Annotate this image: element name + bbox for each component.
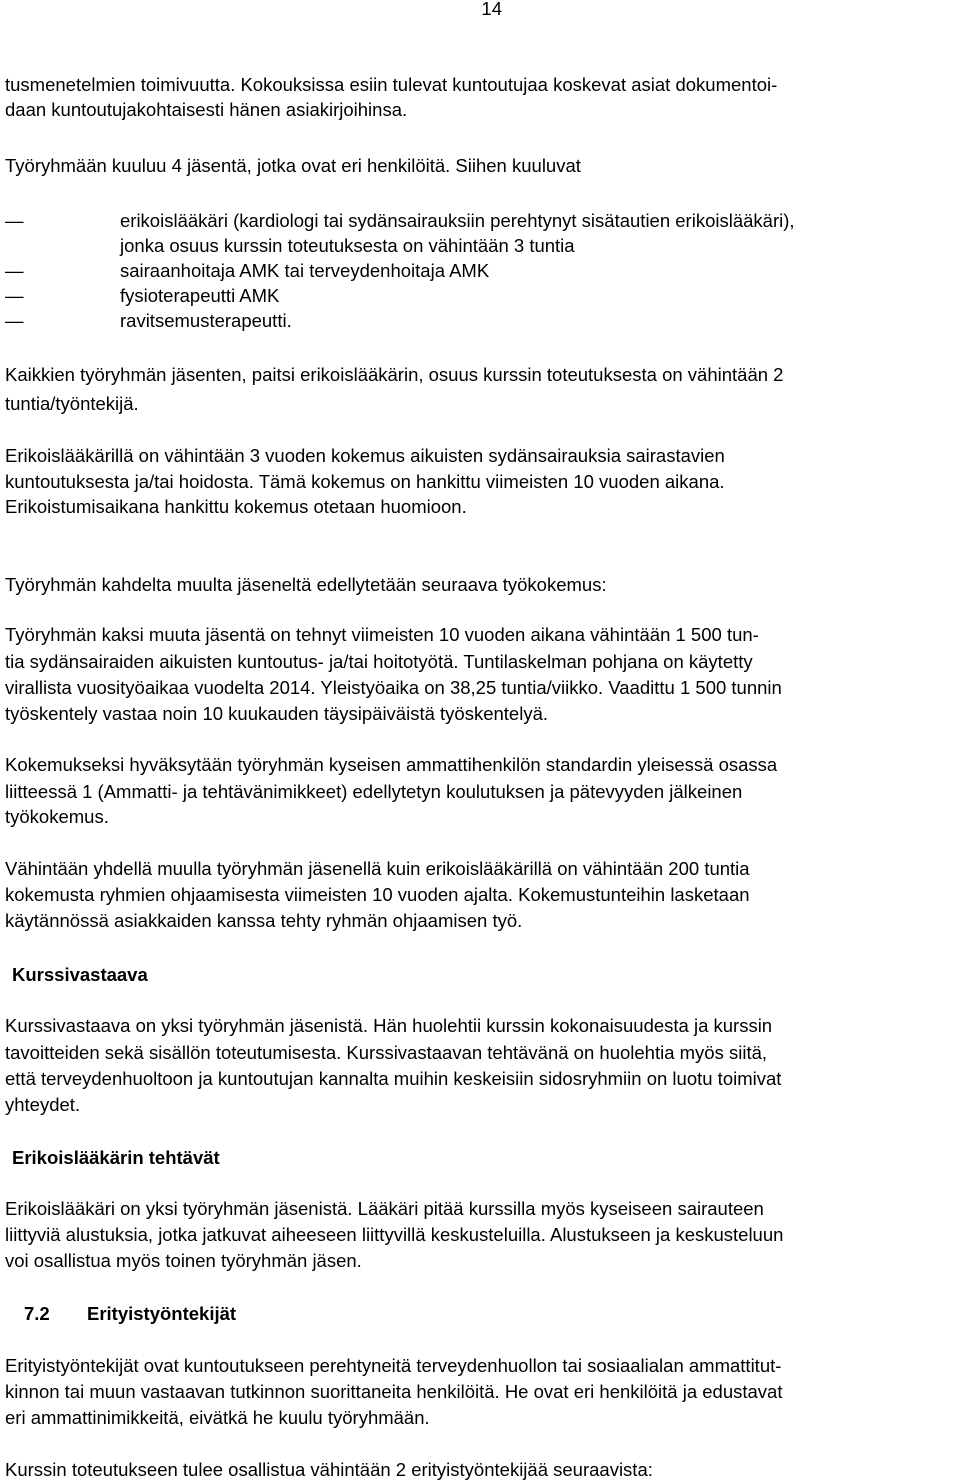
paragraph-line: työskentely vastaa noin 10 kuukauden täysipäiväistä työskentelyä. [5, 703, 548, 724]
list-item: fysioterapeutti AMK [120, 285, 280, 306]
paragraph-line: tavoitteiden sekä sisällön toteutumisesta. Kurssivastaavan tehtävänä on huolehtia myös siitä, [5, 1042, 768, 1063]
list-dash: — [5, 310, 24, 331]
list-dash: — [5, 260, 24, 281]
paragraph-line: Erikoislääkärillä on vähintään 3 vuoden kokemus aikuisten sydänsairauksia sairastavien [5, 445, 725, 466]
list-item: ravitsemusterapeutti. [120, 310, 292, 331]
paragraph-line: Erikoistumisaikana hankittu kokemus otetaan huomioon. [5, 496, 467, 517]
section-title: Erityistyöntekijät [87, 1303, 237, 1324]
paragraph-line: kuntoutuksesta ja/tai hoidosta. Tämä kokemus on hankittu viimeisten 10 vuoden aikana. [5, 471, 725, 492]
paragraph-line: Vähintään yhdellä muulla työryhmän jäsenellä kuin erikoislääkärillä on vähintään 200 tuntia [5, 858, 750, 879]
section-heading-kurssivastaava: Kurssivastaava [12, 964, 148, 985]
page-number: 14 [481, 0, 502, 19]
paragraph-line: virallista vuosityöaikaa vuodelta 2014. Yleistyöaika on 38,25 tuntia/viikko. Vaadittu 1 500 tunnin [5, 677, 782, 698]
paragraph-line: Kaikkien työryhmän jäsenten, paitsi erikoislääkärin, osuus kurssin toteutuksesta on vähintään 2 [5, 364, 784, 385]
list-dash: — [5, 285, 24, 306]
paragraph-line: työkokemus. [5, 806, 109, 827]
paragraph-line: eri ammattinimikkeitä, eivätkä he kuulu työryhmään. [5, 1407, 430, 1428]
paragraph-line: Erityistyöntekijät ovat kuntoutukseen perehtyneitä terveydenhuollon tai sosiaalialan ammattitut- [5, 1355, 782, 1376]
paragraph-line: Erikoislääkäri on yksi työryhmän jäsenistä. Lääkäri pitää kurssilla myös kyseiseen sairauteen [5, 1198, 764, 1219]
paragraph-line: Kurssin toteutukseen tulee osallistua vähintään 2 erityistyöntekijää seuraavista: [5, 1459, 653, 1480]
paragraph-line: liittyviä alustuksia, jotka jatkuvat aiheeseen liittyvillä keskusteluilla. Alustukseen ja keskusteluun [5, 1224, 784, 1245]
paragraph-line: yhteydet. [5, 1094, 81, 1115]
paragraph-line: Kokemukseksi hyväksytään työryhmän kyseisen ammattihenkilön standardin yleisessä osassa [5, 754, 778, 775]
list-item-continuation: jonka osuus kurssin toteutuksesta on vähintään 3 tuntia [120, 235, 575, 256]
list-dash: — [5, 210, 24, 231]
paragraph-line: liitteessä 1 (Ammatti- ja tehtävänimikkeet) edellytetyn koulutuksen ja pätevyyden jälkeinen [5, 781, 743, 802]
list-item: erikoislääkäri (kardiologi tai sydänsairauksiin perehtynyt sisätautien erikoislääkäri), [120, 210, 795, 231]
paragraph-line: Työryhmän kaksi muuta jäsentä on tehnyt viimeisten 10 vuoden aikana vähintään 1 500 tun- [5, 624, 759, 645]
paragraph-line: Työryhmän kahdelta muulta jäseneltä edellytetään seuraava työkokemus: [5, 574, 607, 595]
section-number: 7.2 [24, 1303, 50, 1324]
paragraph-line: tia sydänsairaiden aikuisten kuntoutus- ja/tai hoitotyötä. Tuntilaskelman pohjana on käytetty [5, 651, 753, 672]
paragraph-line: tusmenetelmien toimivuutta. Kokouksissa esiin tulevat kuntoutujaa koskevat asiat dokumentoi- [5, 74, 778, 95]
paragraph-line: että terveydenhuoltoon ja kuntoutujan kannalta muihin keskeisiin sidosryhmiin on luotu toimivat [5, 1068, 782, 1089]
section-heading-erikoislaakari: Erikoislääkärin tehtävät [12, 1147, 220, 1168]
paragraph-line: kinnon tai muun vastaavan tutkinnon suorittaneita henkilöitä. He ovat eri henkilöitä ja edustavat [5, 1381, 783, 1402]
list-item: sairaanhoitaja AMK tai terveydenhoitaja AMK [120, 260, 490, 281]
paragraph-line: tuntia/työntekijä. [5, 393, 139, 414]
paragraph-line: käytännössä asiakkaiden kanssa tehty ryhmän ohjaamisen työ. [5, 910, 523, 931]
paragraph-line: kokemusta ryhmien ohjaamisesta viimeisten 10 vuoden ajalta. Kokemustunteihin lasketaan [5, 884, 750, 905]
paragraph-line: voi osallistua myös toinen työryhmän jäsen. [5, 1250, 362, 1271]
paragraph-line: Työryhmään kuuluu 4 jäsentä, jotka ovat eri henkilöitä. Siihen kuuluvat [5, 155, 581, 176]
paragraph-line: Kurssivastaava on yksi työryhmän jäsenistä. Hän huolehtii kurssin kokonaisuudesta ja kurssin [5, 1015, 773, 1036]
paragraph-line: daan kuntoutujakohtaisesti hänen asiakirjoihinsa. [5, 99, 408, 120]
